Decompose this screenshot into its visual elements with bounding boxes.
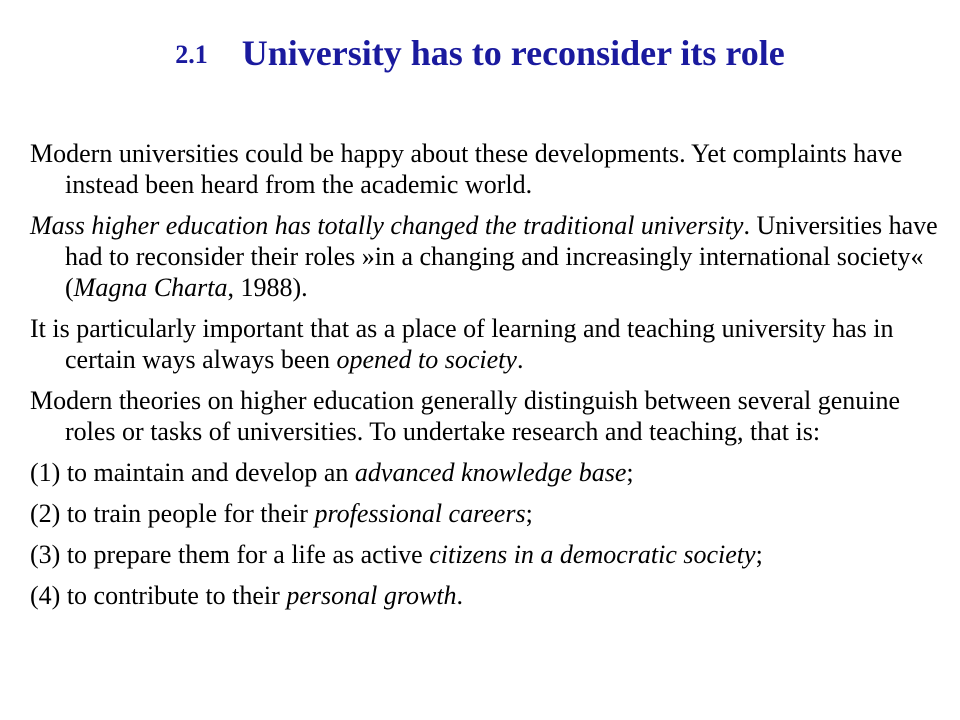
slide-body: [30, 138, 940, 621]
paragraph-text: Modern theories on higher education generally distinguish between several genuine roles or tasks of universities. To undertake research and teaching, that is:: [30, 386, 901, 446]
list-item: [30, 580, 940, 611]
list-item: [30, 539, 940, 570]
paragraph-mass-education: [30, 210, 940, 303]
paragraph-text: It is particularly important that as a place of learning and teaching university has in certain ways always been: [30, 314, 894, 374]
section-number: 2.1: [175, 40, 208, 69]
slide-title: [0, 32, 960, 74]
title-text: University has to reconsider its role: [241, 33, 785, 73]
paragraph-society: [30, 313, 940, 375]
paragraph-theories: [30, 385, 940, 447]
item-prefix: (2) to train people for their: [30, 499, 315, 528]
list-item: [30, 498, 940, 529]
item-suffix: ;: [755, 540, 763, 569]
item-emphasis: personal growth: [286, 581, 457, 610]
italic-lead: Mass higher education has totally changed the traditional university: [30, 211, 744, 240]
list-item: [30, 457, 940, 488]
paragraph-text: . Universities have had to reconsider their roles »in a changing and increasingly international society« (: [65, 211, 938, 302]
citation-title: Magna Charta: [73, 273, 228, 302]
item-suffix: .: [456, 581, 464, 610]
paragraph-text: Modern universities could be happy about these developments. Yet complaints have instead been heard from the academic world.: [30, 139, 903, 199]
paragraph-developments: [30, 138, 940, 200]
emphasis-text: opened to society: [336, 345, 517, 374]
item-prefix: (1) to maintain and develop an: [30, 458, 355, 487]
item-prefix: (4) to contribute to their: [30, 581, 287, 610]
paragraph-end: .: [516, 345, 524, 374]
item-suffix: ;: [525, 499, 533, 528]
item-prefix: (3) to prepare them for a life as active: [30, 540, 430, 569]
citation-end: , 1988).: [227, 273, 308, 302]
item-emphasis: citizens in a democratic society: [429, 540, 756, 569]
item-emphasis: professional careers: [314, 499, 526, 528]
item-suffix: ;: [626, 458, 634, 487]
item-emphasis: advanced knowledge base: [354, 458, 627, 487]
